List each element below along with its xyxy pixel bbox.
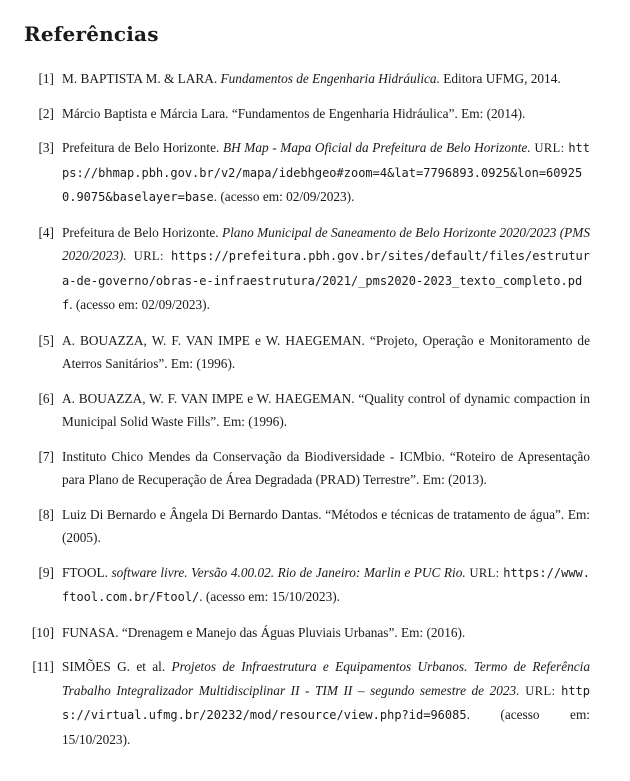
section-title: Referências xyxy=(24,22,159,46)
reference-text: FTOOL. xyxy=(62,564,112,580)
url-label: URL: xyxy=(519,683,562,698)
reference-text-tail: . (acesso em: 15/10/2023). xyxy=(199,589,340,604)
reference-item xyxy=(24,621,590,645)
reference-url-link[interactable]: https://www.ftool.com.br/Ftool/ xyxy=(62,565,590,604)
reference-url-link[interactable]: https://bhmap.pbh.gov.br/v2/mapa/idebhgeo#zoom=4&lat=7796893.0925&lon=609250.9075&baselayer=base xyxy=(62,141,591,204)
reference-text-tail: . (acesso em: 02/09/2023). xyxy=(69,297,210,312)
reference-list xyxy=(24,67,590,751)
reference-item xyxy=(24,136,590,210)
reference-item xyxy=(24,503,590,550)
reference-item xyxy=(24,221,590,318)
reference-item xyxy=(24,329,590,376)
reference-item xyxy=(24,387,590,434)
reference-item xyxy=(24,445,590,492)
reference-text: A. BOUAZZA, W. F. VAN IMPE e W. HAEGEMAN. “Projeto, Operação e Monitoramento de Aterros Sanitários”. Em: (1996). xyxy=(62,332,590,371)
reference-title-italic: Fundamentos de Engenharia Hidráulica. xyxy=(220,71,440,86)
reference-title-italic: software livre. Versão 4.00.02. Rio de Janeiro: Marlin e PUC Rio. xyxy=(111,564,466,580)
reference-title-italic: Plano Municipal de Saneamento de Belo Horizonte 2020/2023 (PMS 2020/2023). xyxy=(62,224,590,263)
url-label: URL: xyxy=(126,249,171,263)
reference-item xyxy=(24,561,590,610)
reference-number: [8] xyxy=(38,506,54,522)
reference-text: Luiz Di Bernardo e Ângela Di Bernardo Dantas. “Métodos e técnicas de tratamento de água”. Em: (2005). xyxy=(62,506,590,545)
reference-text: A. BOUAZZA, W. F. VAN IMPE e W. HAEGEMAN. “Quality control of dynamic compaction in Municipal Solid Waste Fills”. Em: (1996). xyxy=(62,390,590,429)
reference-text-tail: . (acesso em: 02/09/2023). xyxy=(213,189,355,204)
reference-text: FUNASA. “Drenagem e Manejo das Águas Pluviais Urbanas”. Em: (2016). xyxy=(62,624,466,640)
reference-number: [11] xyxy=(32,659,54,674)
url-label: URL: xyxy=(465,565,504,580)
reference-item xyxy=(24,67,590,91)
reference-number: [6] xyxy=(38,390,54,406)
reference-item xyxy=(24,102,590,126)
url-label: URL: xyxy=(530,141,569,155)
reference-url-link[interactable]: https://prefeitura.pbh.gov.br/sites/default/files/estrutura-de-governo/obras-e-infraestrutura/2021/_pms2020-2023_texto_completo.pdf xyxy=(62,249,590,312)
reference-number: [5] xyxy=(38,332,54,348)
reference-number: [4] xyxy=(38,224,54,240)
reference-text-tail: Editora UFMG, 2014. xyxy=(439,71,561,86)
reference-number: [7] xyxy=(38,448,54,464)
reference-title-italic: BH Map - Mapa Oficial da Prefeitura de Belo Horizonte. xyxy=(222,140,531,155)
reference-number: [2] xyxy=(38,105,54,121)
reference-number: [9] xyxy=(38,564,54,580)
reference-number: [3] xyxy=(38,140,54,155)
reference-text-tail: . (acesso em: 15/10/2023). xyxy=(62,707,590,747)
reference-item xyxy=(24,655,590,751)
reference-text: M. BAPTISTA M. & LARA. xyxy=(62,71,221,86)
reference-number: [10] xyxy=(31,624,54,640)
reference-number: [1] xyxy=(38,71,54,86)
reference-text: Márcio Baptista e Márcia Lara. “Fundamentos de Engenharia Hidráulica”. Em: (2014). xyxy=(62,105,526,121)
reference-text: Instituto Chico Mendes da Conservação da Biodiversidade - ICMbio. “Roteiro de Apresentação para Plano de Recuperação de Área Degradada (PRAD) Terrestre”. Em: (2013). xyxy=(62,448,590,487)
reference-text: Prefeitura de Belo Horizonte. xyxy=(62,140,223,155)
reference-title-italic: Projetos de Infraestrutura e Equipamentos Urbanos. Termo de Referência Trabalho Integralizador Multidisciplinar II - TIM II – segundo semestre de 2023. xyxy=(62,659,590,698)
reference-text: Prefeitura de Belo Horizonte. xyxy=(62,224,222,240)
reference-text: SIMÕES G. et al. xyxy=(62,659,172,674)
reference-url-link[interactable]: https://virtual.ufmg.br/20232/mod/resource/view.php?id=96085 xyxy=(62,683,591,722)
